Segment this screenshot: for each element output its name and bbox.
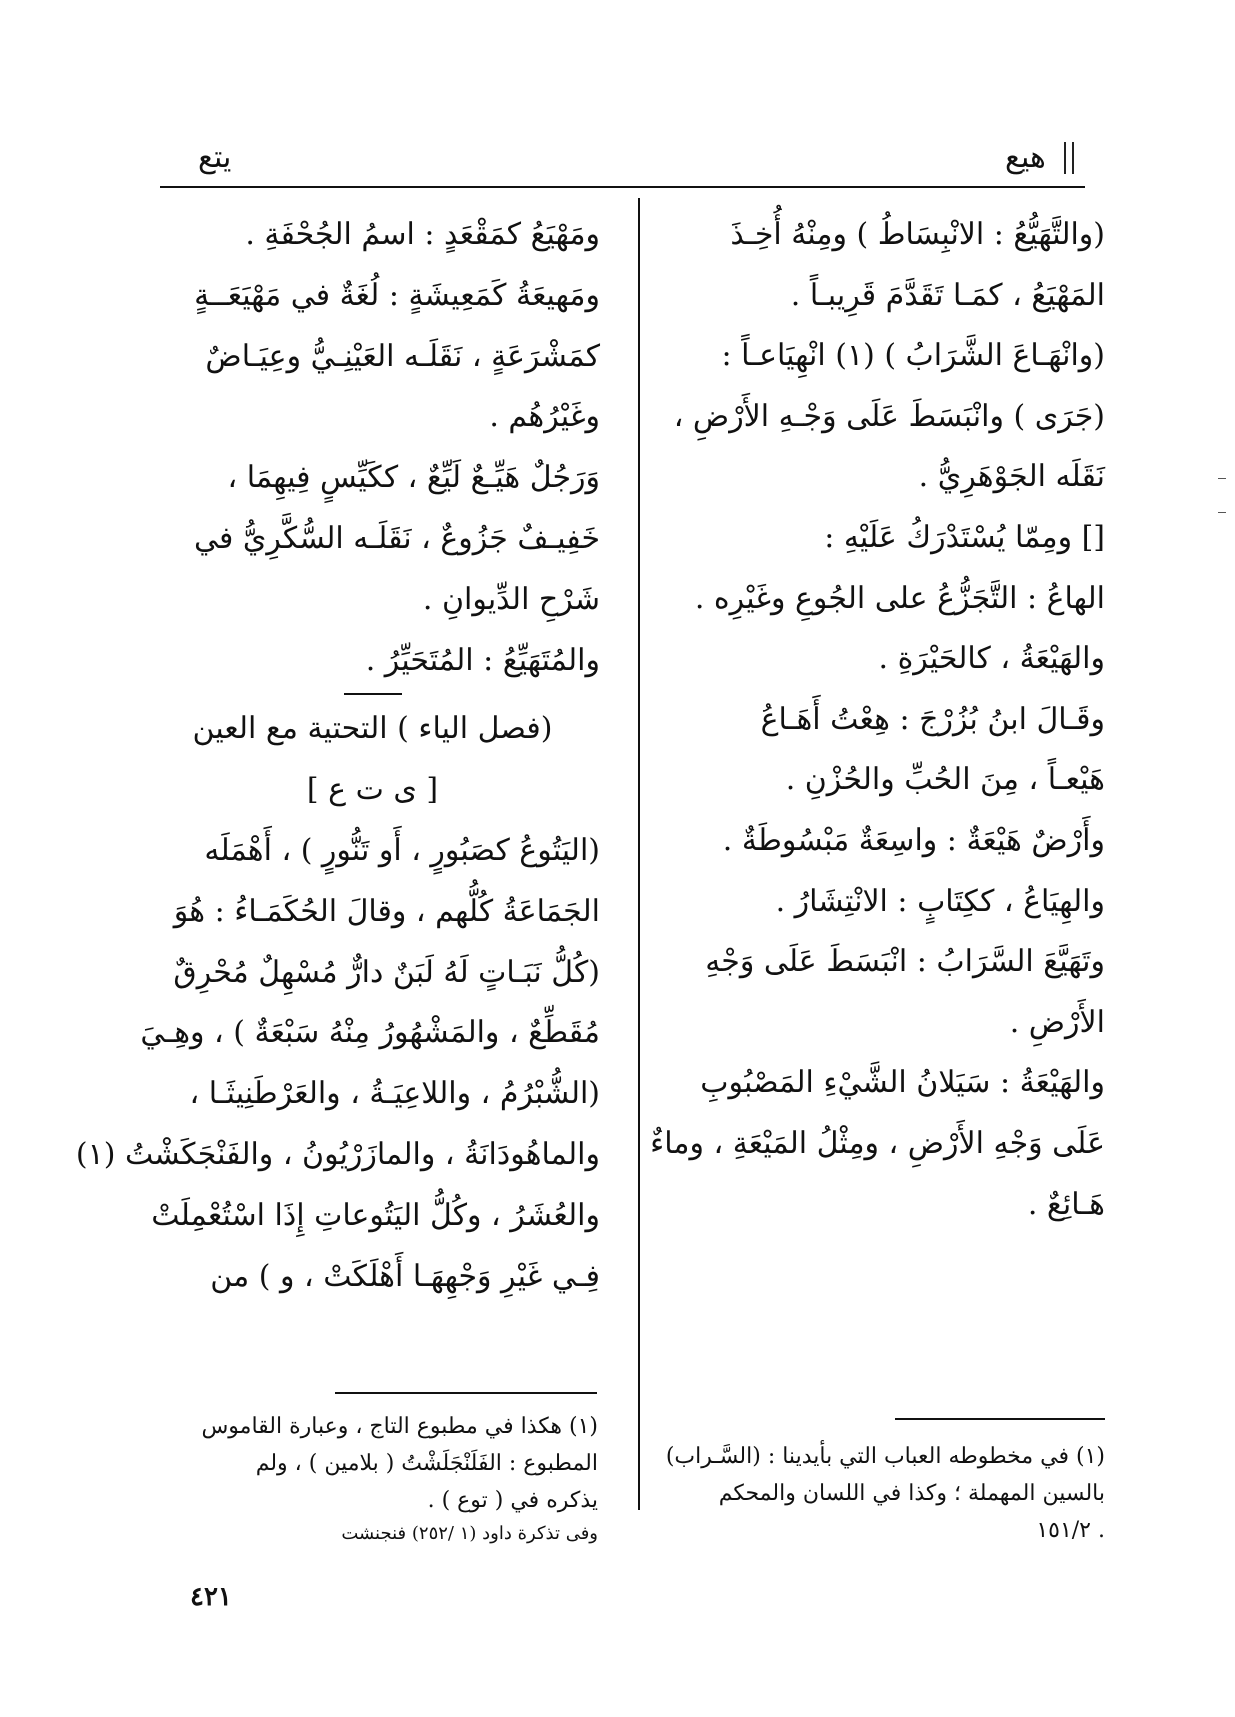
text-line: والهَيْعَةُ ، كالحَيْرَةِ . <box>878 641 1105 677</box>
scan-edge-mark <box>1218 478 1226 479</box>
text-line: (كُلُّ نَبَـاتٍ لَهُ لَبَنٌ دارٌّ مُسْهِلٌ مُحْرِقٌ <box>173 954 600 990</box>
text-line: الهاعُ : التَّجَزُّعُ على الجُوعِ وغَيْرِه . <box>694 580 1105 616</box>
footnote-right <box>665 1438 1105 1549</box>
footnote-rule-left <box>335 1392 597 1394</box>
text-line: وَرَجُلٌ هَيِّـعٌ لَيِّعٌ ، ككَيِّسٍ فِيهِمَا ، <box>227 460 600 496</box>
running-header-right: هيع <box>1005 140 1046 175</box>
text-line: والعُشَرُ ، وكُلُّ اليَتُوعاتِ إِذَا اسْتُعْمِلَتْ <box>151 1197 600 1233</box>
section-title: (فصل الياء ) التحتية مع العين <box>192 711 553 747</box>
text-line: فِـي غَيْرِ وَجْهِهَـا أَهْلَكَتْ ، و ) من <box>210 1258 600 1294</box>
footnote-line: وفى تذكرة داود (١ /٢٥٢) فنجنشت <box>341 1523 598 1544</box>
text-line: والماهُودَانَةُ ، والمازَرْيُونُ ، والفَنْجَكَشْتُ (١) <box>75 1136 600 1172</box>
text-line: المَهْيَعُ ، كمَـا تَقَدَّمَ قَرِيبـاً . <box>790 277 1105 313</box>
text-line: عَلَى وَجْهِ الأَرْضِ ، ومِثْلُ المَيْعَةِ ، وماءٌ <box>650 1125 1105 1161</box>
text-line: نَقَلَه الجَوْهَرِيُّ . <box>918 459 1105 495</box>
footnote-line: (١) في مخطوطه العباب التي بأيدينا : (السَّـراب) <box>665 1444 1105 1469</box>
text-line: الأَرْضِ . <box>1009 1004 1105 1040</box>
text-line: وتَهَيَّعَ السَّرَابُ : انْبَسَطَ عَلَى وَجْهِ <box>705 944 1105 980</box>
text-line: (وانْهَـاعَ الشَّرَابُ ) (١) انْهِيَاعـاً : <box>721 338 1105 374</box>
text-line: ومَهْيَعُ كمَقْعَدٍ : اسمُ الجُحْفَةِ . <box>245 217 600 252</box>
text-line: كمَشْرَعَةٍ ، نَقَلَـه العَيْنِـيُّ وعِيَـاضٌ <box>205 338 600 374</box>
text-line: هَـائِعٌ . <box>1027 1186 1105 1222</box>
text-line: (اليَتُوعُ كصَبُورٍ ، أَو تَنُّورٍ ) ، أَهْمَلَه <box>204 832 600 868</box>
section-separator <box>344 693 402 695</box>
text-line: وقَـالَ ابنُ بُزُرْجَ : هِعْتُ أَهَـاعُ <box>760 701 1105 737</box>
footnote-line: يذكره في ( توع ) . <box>427 1488 598 1513</box>
footnote-line: بالسين المهملة ؛ وكذا في اللسان والمحكم <box>718 1481 1105 1506</box>
footnote-line: . ١٥١/٢ <box>1036 1518 1105 1543</box>
root-heading: [ ى ت ع ] <box>306 772 439 808</box>
text-line: شَرْحِ الدِّيوانِ . <box>422 581 600 617</box>
header-rule <box>160 186 1085 188</box>
text-line: والهَيْعَةُ : سَيَلانُ الشَّيْءِ المَصْبُوبِ <box>700 1065 1105 1101</box>
column-divider <box>638 198 640 1510</box>
text-line: [] ومِمّا يُسْتَدْرَكُ عَلَيْهِ : <box>824 519 1105 555</box>
text-line: وغَيْرُهُم . <box>489 399 600 435</box>
footnote-left <box>201 1408 598 1549</box>
text-line: ومَهيعَةُ كَمَعِيشَةٍ : لُغَةٌ في مَهْيَعَــةٍ <box>194 277 600 313</box>
running-header-left: يتع <box>198 140 232 175</box>
text-line: مُقَطِّعٌ ، والمَشْهُورُ مِنْهُ سَبْعَةٌ ) ، وهِـيَ <box>140 1015 600 1051</box>
left-column <box>75 205 600 1307</box>
right-column <box>650 205 1105 1235</box>
page-number: ٤٢١ <box>190 1582 232 1612</box>
footnote-rule-right <box>895 1418 1105 1420</box>
text-line: خَفِيـفٌ جَزُوعٌ ، نَقَلَـه السُّكَّرِيُّ في <box>194 520 600 556</box>
text-line: (الشُّبْرُمُ ، واللاعِيَـةُ ، والعَرْطَنِيثَـا ، <box>189 1076 600 1112</box>
footnote-line: (١) هكذا في مطبوع التاج ، وعبارة القاموس <box>201 1414 598 1439</box>
text-line: والمُتَهَيِّعُ : المُتَحَيِّرُ . <box>365 642 600 678</box>
text-line: (جَرَى ) وانْبَسَطَ عَلَى وَجْـهِ الأَرْضِ ، <box>673 398 1105 434</box>
scan-edge-mark <box>1218 512 1226 513</box>
text-line: وأَرْضٌ هَيْعَةٌ : واسِعَةٌ مَبْسُوطَةٌ . <box>722 822 1105 858</box>
text-line: (والتَّهَيُّعُ : الانْبِسَاطُ ) ومِنْهُ أُخِـذَ <box>730 217 1105 252</box>
text-line: والهِيَاعُ ، ككِتَابٍ : الانْتِشَارُ . <box>775 883 1105 919</box>
header-bracket-mark <box>1064 142 1074 174</box>
footnote-line: المطبوع : الفَلَنْجَلَشْتُ ( بلامين ) ، ولم <box>255 1451 598 1476</box>
text-line: الجَمَاعَةُ كُلُّهم ، وقالَ الحُكَمَـاءُ : هُوَ <box>173 893 600 929</box>
text-line: هَيْعـاً ، مِنَ الحُبِّ والحُزْنِ . <box>785 762 1105 798</box>
